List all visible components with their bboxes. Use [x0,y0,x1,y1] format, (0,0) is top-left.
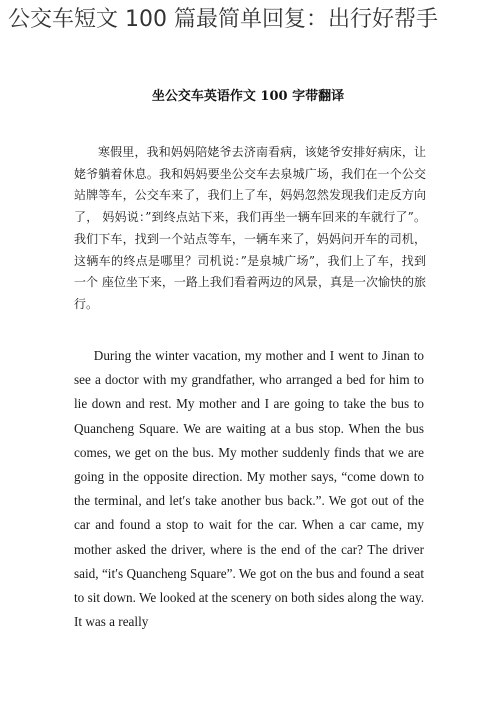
document-page [0,86,496,630]
document-title: 坐公交车英语作文 100 字带翻译 [151,89,345,104]
english-paragraph: During the winter vacation, my mother and I went to Jinan to see a doctor with my grandfather, who arranged a bed for him to lie down and rest. My mother and I are going to take the bus to Quancheng Square. We are waiting at a bus stop. When the bus comes, we get on the bus. My mother suddenly finds that we are going in the opposite direction. My mother says, “come down to the terminal, and let′s take another bus back.”. We got out of the car and found a stop to wait for the car. When a car came, my mother asked the driver, where is the end of the car? The driver said, “it′s Quancheng Square”. We got on the bus and found a seat to sit down. We looked at the scenery on both sides along the way. It was a really [74,348,424,630]
page-heading: 公交车短文 100 篇最简单回复：出行好帮手 [8,7,438,32]
chinese-paragraph: 寒假里，我和妈妈陪姥爷去济南看病，该姥爷安排好病床，让姥爷躺着休息。我和妈妈要坐公交车去泉城广场，我们在一个公交站牌等车，公交车来了，我们上了车，妈妈忽然发现我们走反方向了， 妈妈说：”到终点站下来，我们再坐一辆车回来的车就行了”。我们下车，找到一个站点等车，一辆车来了，妈妈问开车的司机，这辆车的终点是哪里？司机说：”是泉城广场”，我们上了车，找到一个 座位坐下来，一路上我们看着两边的风景，真是一次愉快的旅行。 [74,145,426,311]
